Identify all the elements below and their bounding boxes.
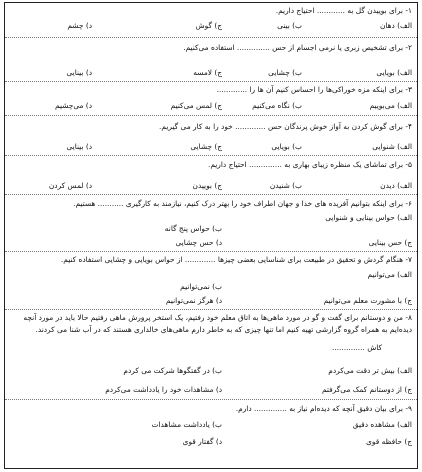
q3-option-c: ج) لمس می‌کنیم xyxy=(170,101,222,110)
q5-option-c: ج) بوییدن xyxy=(192,181,222,190)
q7-option-b: ب) نمی‌توانیم xyxy=(180,282,222,291)
q1-option-a: الف) دهان xyxy=(379,21,412,30)
question-6: ۶- برای اینکه بتوانیم آفریده های خدا و جهان اطراف خود را بهتر درک کنیم، نیازمند به کارگیری ........... هستیم. xyxy=(73,199,412,208)
separator xyxy=(5,37,417,38)
question-2: ۲- برای تشخیص زبری یا نرمی اجسام از حس .............. استفاده می‌کنیم. xyxy=(183,43,412,52)
q5-option-a: الف) دیدن xyxy=(380,181,412,190)
q7-option-a: الف) می‌توانیم xyxy=(367,270,412,279)
question-8-continued: دیده‌ایم به همراه گروه گزارشی تهیه کنیم اما تنها چیزی که به خاطر دارم ماهی‌های خالداری هستند که در آب شنا می کردند. xyxy=(35,325,412,334)
question-5: ۵- برای تماشای یک منظره زیبای بهاری به .............. احتیاج داریم. xyxy=(207,160,412,169)
q2-option-a: الف) بویایی xyxy=(376,68,412,77)
q2-option-b: ب) چشایی xyxy=(268,68,302,77)
question-3: ۳- برای اینکه مزه خوراکی‌ها را احساس کنیم آن ها را ............. xyxy=(216,85,412,94)
q9-option-c: ج) حافظه قوی xyxy=(366,437,412,446)
separator xyxy=(5,155,417,156)
q2-option-d: د) بینایی xyxy=(66,68,92,77)
q4-option-c: ج) چشایی xyxy=(190,142,222,151)
q4-option-a: الف) شنوایی xyxy=(372,142,412,151)
q8-option-a: الف) بیش تر دقت می‌کردم xyxy=(328,366,412,375)
question-4: ۴- برای گوش کردن به آواز خوش پرندگان حس ............. خود را به کار می گیریم. xyxy=(159,122,412,131)
q6-option-d: د) حس چشایی xyxy=(175,238,222,247)
separator xyxy=(5,194,417,195)
separator xyxy=(5,251,417,252)
q9-option-b: ب) یادداشت مشاهدات xyxy=(151,420,222,429)
separator xyxy=(5,309,417,310)
q9-option-d: د) گفتار قوی xyxy=(182,437,222,446)
q6-option-c: ج) حس بینایی xyxy=(368,238,412,247)
q1-option-b: ب) بینی xyxy=(277,21,302,30)
q8-option-c: ج) از دوستانم کمک می‌گرفتم xyxy=(322,385,412,394)
question-1: ۱- برای بوییدن گل به ............ احتیاج داریم. xyxy=(275,6,412,15)
separator xyxy=(5,115,417,116)
q4-option-d: د) بینایی xyxy=(66,142,92,151)
q3-option-a: الف) می‌بوییم xyxy=(369,101,412,110)
q7-option-d: د) هرگز نمی‌توانیم xyxy=(165,296,222,305)
question-7: ۷- هنگام گردش و تحقیق در طبیعت برای شناسایی بعضی چیزها ............. از حواس بویایی و چشایی استفاده کنیم. xyxy=(60,255,412,264)
q8-option-b: ب) در گفتگوها شرکت می کردم xyxy=(123,366,222,375)
q1-option-d: د) چشم xyxy=(67,21,92,30)
question-9: ۹- برای بیان دقیق آنچه که دیده‌ام نیاز به .............. دارم. xyxy=(235,404,412,413)
q7-option-c: ج) با مشورت معلم می‌توانیم xyxy=(323,296,412,305)
q3-option-b: ب) نگاه می‌کنیم xyxy=(252,101,302,110)
q3-option-d: د) می‌چشیم xyxy=(55,101,92,110)
separator xyxy=(5,81,417,82)
question-8-end: کاش .............. xyxy=(331,343,382,352)
q5-option-b: ب) شنیدن xyxy=(269,181,302,190)
q1-option-c: ج) گوش xyxy=(195,21,222,30)
q2-option-c: ج) لامسه xyxy=(193,68,222,77)
separator xyxy=(5,399,417,400)
q5-option-d: د) لمس کردن xyxy=(48,181,92,190)
q8-option-d: د) مشاهدات خود را یادداشت می‌کردم xyxy=(105,385,222,394)
q6-option-a: الف) حواس بینایی و شنوایی xyxy=(325,213,412,222)
q6-option-b: ب) حواس پنج گانه xyxy=(164,224,222,233)
q4-option-b: ب) بویایی xyxy=(271,142,302,151)
question-8: ۸- من و دوستانم برای گفت و گو در مورد ماهی‌ها به اتاق معلم خود رفتیم، یک استخر پرورش ماهی رفتیم حالا باید در مورد آنچه xyxy=(23,313,412,322)
q9-option-a: الف) مشاهده دقیق xyxy=(352,420,412,429)
